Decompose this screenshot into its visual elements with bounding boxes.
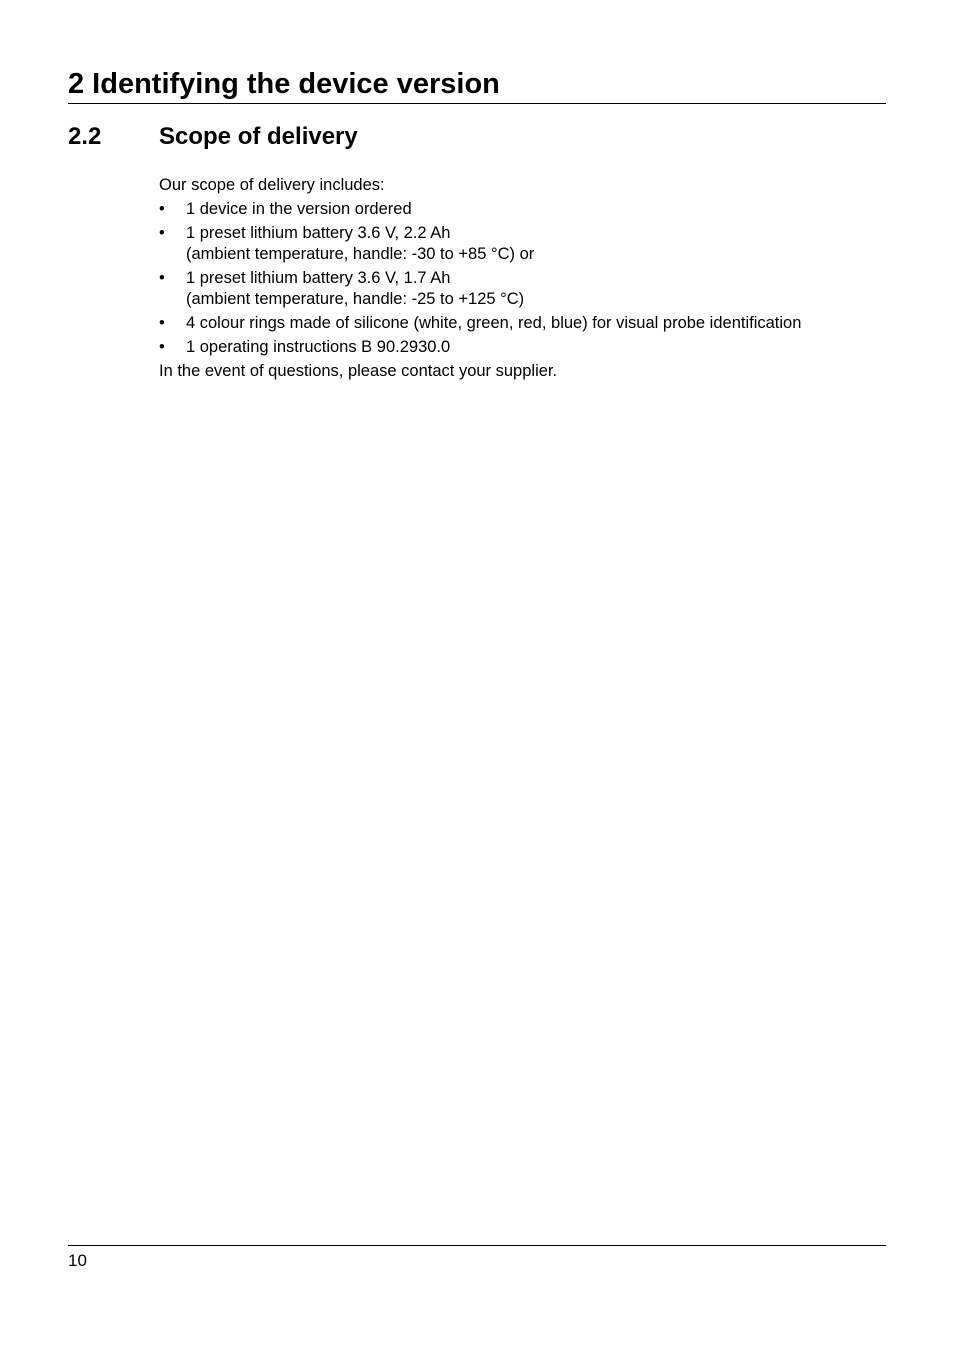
list-item-text: 4 colour rings made of silicone (white, green, red, blue) for visual probe identification [186,314,802,332]
closing-text: In the event of questions, please contact your supplier. [159,362,558,380]
section-heading [68,122,358,152]
list-item-note: (ambient temperature, handle: -25 to +125 °C) [186,290,525,308]
list-item-text: 1 preset lithium battery 3.6 V, 2.2 Ah [186,224,451,242]
list-item [159,268,879,310]
list-item-text: 1 preset lithium battery 3.6 V, 1.7 Ah [186,269,451,287]
chapter-title: 2 Identifying the device version [68,68,500,100]
list-item [159,199,879,220]
list-item-text: 1 device in the version ordered [186,200,412,218]
section-number: 2.2 [68,123,102,150]
bullet-icon: • [159,269,165,287]
list-item [159,313,879,334]
delivery-items-list [159,199,879,358]
section-content [159,175,879,382]
intro-text: Our scope of delivery includes: [159,176,385,194]
list-item [159,337,879,358]
list-item [159,223,879,265]
page-number: 10 [68,1251,87,1270]
list-item-text: 1 operating instructions B 90.2930.0 [186,338,451,356]
header-divider [68,103,886,104]
bullet-icon: • [159,224,165,242]
section-title: Scope of delivery [159,123,358,150]
bullet-icon: • [159,338,165,356]
list-item-note: (ambient temperature, handle: -30 to +85 °C) or [186,245,535,263]
bullet-icon: • [159,314,165,332]
footer-divider [68,1245,886,1246]
bullet-icon: • [159,200,165,218]
